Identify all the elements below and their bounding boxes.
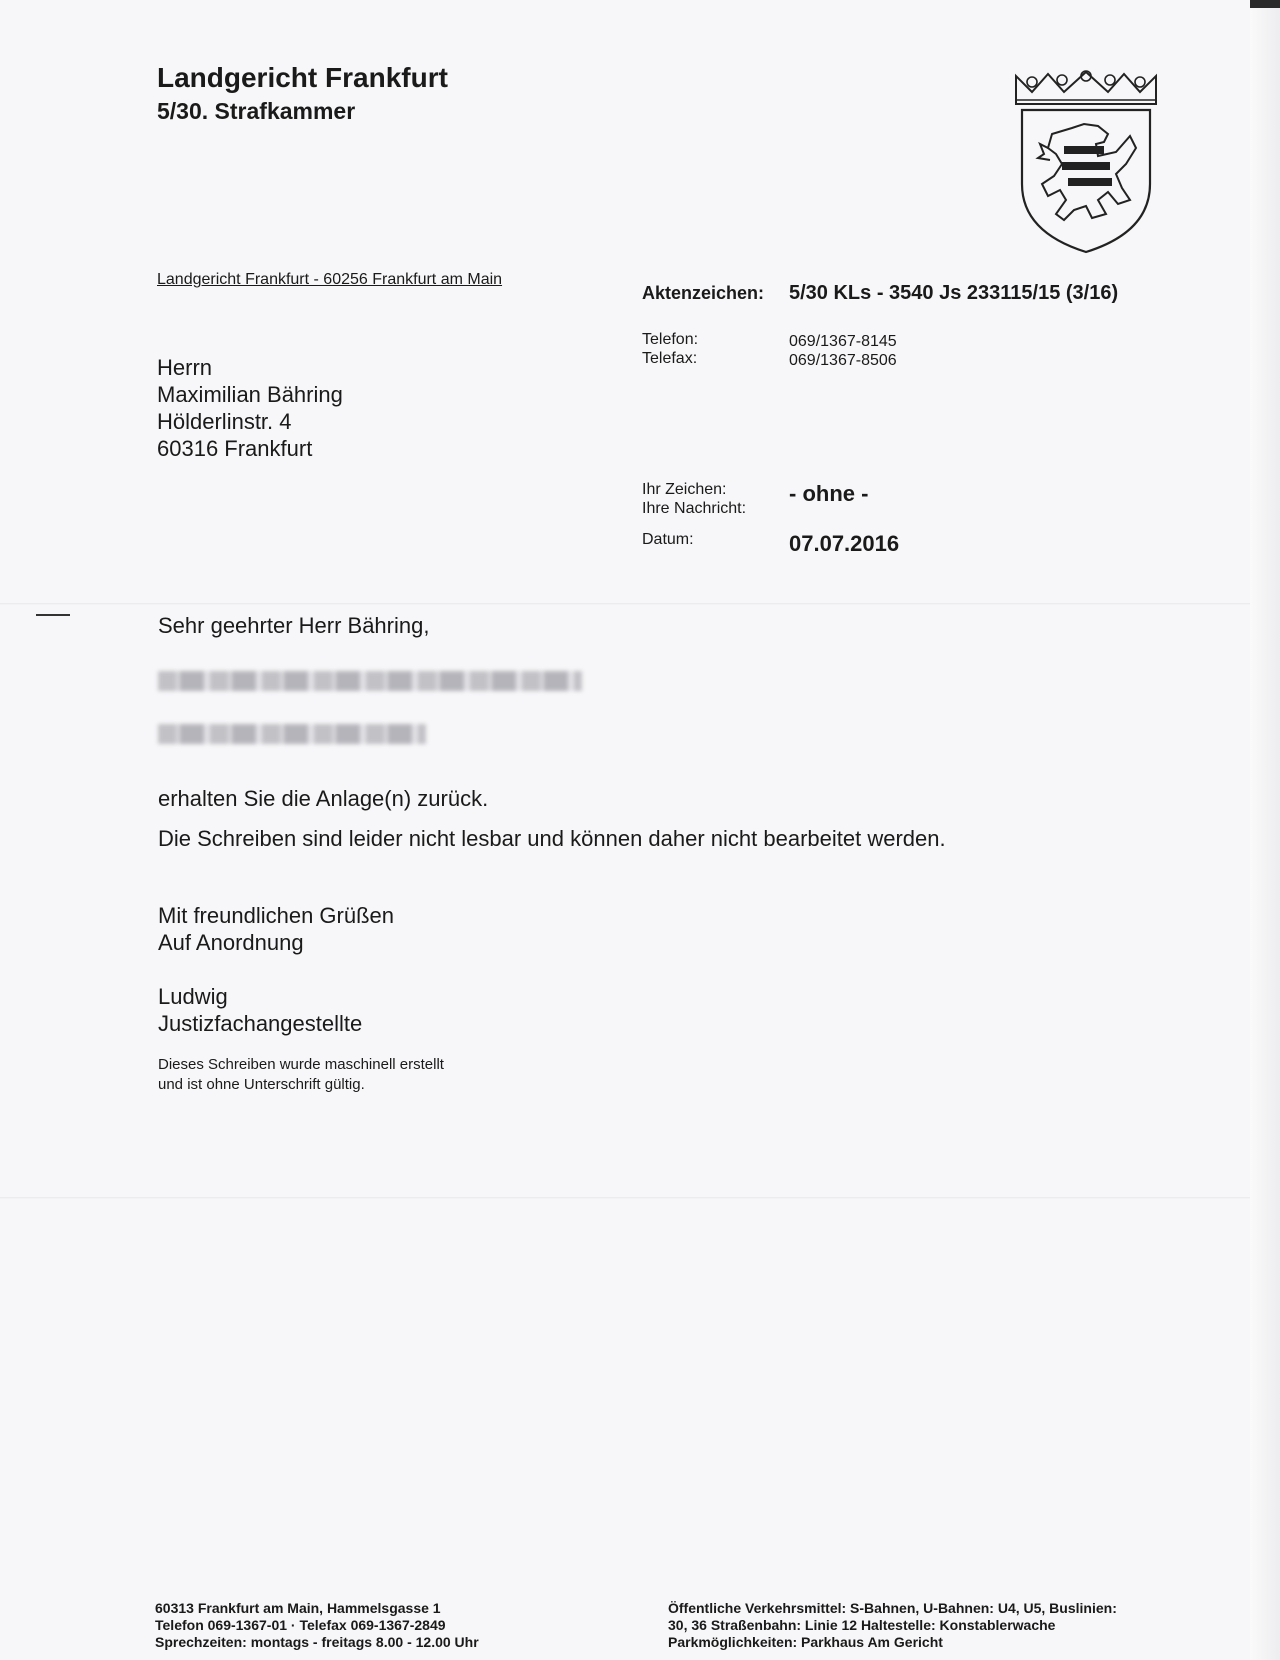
paper-fold-line [0,603,1250,605]
footer-office-hours: Sprechzeiten: montags - freitags 8.00 - 12.00 Uhr [155,1634,479,1650]
redacted-text-block [158,671,582,691]
recipient-salutation: Herrn [157,355,213,380]
recipient-city: 60316 Frankfurt [157,436,313,461]
closing-line-1: Mit freundlichen Grüßen [158,903,394,928]
recipient-name: Maximilian Bähring [157,382,343,407]
chamber-name: 5/30. Strafkammer [157,98,356,124]
machine-note [158,1055,444,1095]
recipient-address [157,354,343,462]
file-number-label: Aktenzeichen: [642,283,765,303]
paper-fold-line [0,1197,1250,1199]
date-label: Datum: [642,531,694,548]
hesse-lion-crest-icon [1012,64,1160,254]
footer-parking: Parkmöglichkeiten: Parkhaus Am Gericht [668,1634,943,1650]
your-reference-label: Ihr Zeichen: [642,481,727,498]
body-line-1: erhalten Sie die Anlage(n) zurück. [158,786,489,811]
court-name: Landgericht Frankfurt [157,62,448,93]
fold-margin-mark [36,614,70,616]
machine-note-line-2: und ist ohne Unterschrift gültig. [158,1076,365,1093]
footer-tram: 30, 36 Straßenbahn: Linie 12 Haltestelle: Konstablerwache [668,1617,1056,1633]
sender-address-line: Landgericht Frankfurt - 60256 Frankfurt am Main [157,271,503,288]
fax-label: Telefax: [642,350,698,367]
footer-phone-fax: Telefon 069-1367-01 · Telefax 069-1367-2849 [155,1617,446,1633]
signer-name: Ludwig [158,984,228,1009]
your-reference-value: - ohne - [789,481,869,506]
file-number-value: 5/30 KLs - 3540 Js 233115/15 (3/16) [789,282,1119,304]
footer-right [668,1600,1117,1651]
footer-transit: Öffentliche Verkehrsmittel: S-Bahnen, U-Bahnen: U4, U5, Buslinien: [668,1600,1117,1616]
signer-title: Justizfachangestellte [158,1011,363,1036]
fax-value: 069/1367-8506 [789,352,897,369]
machine-note-line-1: Dieses Schreiben wurde maschinell erstellt [158,1056,444,1073]
phone-label: Telefon: [642,331,699,348]
footer-address: 60313 Frankfurt am Main, Hammelsgasse 1 [155,1600,441,1616]
redacted-text-block [158,724,426,744]
body-line-2: Die Schreiben sind leider nicht lesbar und können daher nicht bearbeitet werden. [158,826,946,851]
your-message-label: Ihre Nachricht: [642,500,747,517]
scan-edge [1250,0,1280,1660]
date-value: 07.07.2016 [789,531,900,556]
phone-value: 069/1367-8145 [789,333,897,350]
footer-left [155,1600,479,1651]
recipient-street: Hölderlinstr. 4 [157,409,292,434]
closing-line-2: Auf Anordnung [158,930,304,955]
greeting: Sehr geehrter Herr Bähring, [158,613,430,638]
scan-corner-mark [1250,0,1280,8]
